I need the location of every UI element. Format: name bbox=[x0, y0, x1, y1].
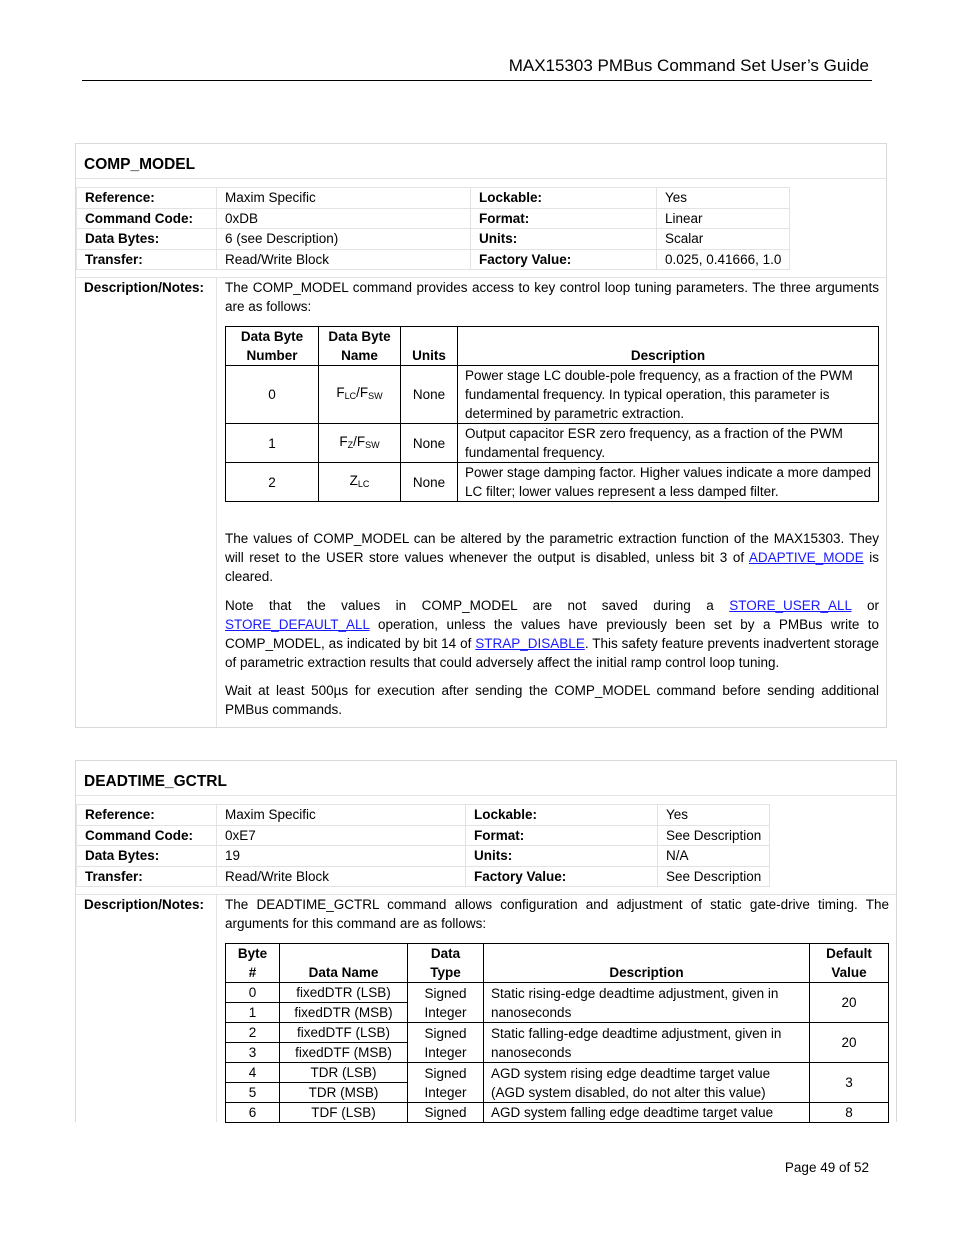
header-byte-number: Byte # bbox=[226, 944, 280, 983]
document-header-title: MAX15303 PMBus Command Set User’s Guide bbox=[508, 56, 869, 75]
table-row bbox=[226, 1063, 889, 1083]
byte-number: 2 bbox=[226, 463, 319, 502]
byte-description: AGD system falling edge deadtime target value bbox=[484, 1103, 810, 1123]
reference-value: Maxim Specific bbox=[217, 805, 466, 826]
units-value: Scalar bbox=[657, 229, 790, 250]
description-notes-label: Description/Notes: bbox=[84, 897, 205, 912]
factory-value-label: Factory Value: bbox=[471, 249, 657, 270]
data-type: Signed bbox=[408, 1103, 484, 1123]
description-intro: The COMP_MODEL command provides access to key control loop tuning parameters. The three arguments are as follows: bbox=[225, 280, 879, 314]
data-type: Signed Integer bbox=[408, 1023, 484, 1063]
data-type: Signed Integer bbox=[408, 1063, 484, 1103]
header-default-value: Default Value bbox=[810, 944, 889, 983]
byte-name: $F_Z/F_{SW}$ bbox=[319, 424, 401, 463]
adaptive-mode-link[interactable]: ADAPTIVE_MODE bbox=[748, 550, 864, 565]
description-intro: The DEADTIME_GCTRL command allows configuration and adjustment of static gate-drive timing. The arguments for this command are as follows: bbox=[225, 897, 889, 931]
reference-label: Reference: bbox=[77, 188, 217, 209]
format-value: See Description bbox=[658, 825, 770, 846]
table-row bbox=[226, 983, 889, 1003]
default-value: 8 bbox=[810, 1103, 889, 1123]
byte-number: 6 bbox=[226, 1103, 280, 1123]
data-name: TDR (LSB) bbox=[280, 1063, 408, 1083]
byte-description: Static rising-edge deadtime adjustment, given in nanoseconds bbox=[484, 983, 810, 1023]
description-notes-label: Description/Notes: bbox=[84, 280, 205, 295]
comp-model-section bbox=[75, 143, 887, 728]
store-default-all-link[interactable]: STORE_DEFAULT_ALL bbox=[225, 617, 370, 632]
lockable-value: Yes bbox=[658, 805, 770, 826]
strap-disable-link[interactable]: STRAP_DISABLE bbox=[475, 636, 585, 651]
header-description: Description bbox=[484, 944, 810, 983]
byte-number: 5 bbox=[226, 1083, 280, 1103]
data-bytes-value: 6 (see Description) bbox=[217, 229, 471, 250]
transfer-label: Transfer: bbox=[77, 249, 217, 270]
paragraph-parametric-extraction: The values of COMP_MODEL can be altered by the parametric extraction function of the MAX15303. They will reset to the USER store values whenever the output is disabled, unless bit 3 of ADAPTIVE_MODE is cleared. bbox=[225, 531, 879, 584]
byte-description: Static falling-edge deadtime adjustment, given in nanoseconds bbox=[484, 1023, 810, 1063]
data-name: fixedDTR (LSB) bbox=[280, 983, 408, 1003]
units-label: Units: bbox=[466, 846, 658, 867]
factory-value: See Description bbox=[658, 866, 770, 887]
lockable-label: Lockable: bbox=[466, 805, 658, 826]
byte-units: None bbox=[401, 366, 458, 424]
data-name: fixedDTR (MSB) bbox=[280, 1003, 408, 1023]
command-code-label: Command Code: bbox=[77, 208, 217, 229]
table-row bbox=[226, 366, 879, 424]
byte-description: Power stage damping factor. Higher values indicate a more damped LC filter; lower values represent a less damped filter. bbox=[458, 463, 879, 502]
data-name: fixedDTF (MSB) bbox=[280, 1043, 408, 1063]
format-label: Format: bbox=[466, 825, 658, 846]
units-label: Units: bbox=[471, 229, 657, 250]
header-units: Units bbox=[401, 327, 458, 366]
lockable-label: Lockable: bbox=[471, 188, 657, 209]
deadtime-arguments-table bbox=[225, 943, 889, 1123]
header-data-byte-number: Data Byte Number bbox=[226, 327, 319, 366]
deadtime-gctrl-section bbox=[75, 760, 897, 1122]
byte-number: 4 bbox=[226, 1063, 280, 1083]
table-row bbox=[226, 1023, 889, 1043]
command-properties-table bbox=[76, 804, 770, 887]
reference-label: Reference: bbox=[77, 805, 217, 826]
byte-description: Output capacitor ESR zero frequency, as a fraction of the PWM fundamental frequency. bbox=[458, 424, 879, 463]
header-rule bbox=[82, 80, 872, 81]
factory-value-label: Factory Value: bbox=[466, 866, 658, 887]
paragraph-wait-time: Wait at least 500µs for execution after sending the COMP_MODEL command before sending additional PMBus commands. bbox=[225, 683, 879, 717]
transfer-value: Read/Write Block bbox=[217, 866, 466, 887]
byte-name: $F_{LC}/F_{SW}$ bbox=[319, 366, 401, 424]
factory-value: 0.025, 0.41666, 1.0 bbox=[657, 249, 790, 270]
reference-value: Maxim Specific bbox=[217, 188, 471, 209]
header-data-byte-name: Data Byte Name bbox=[319, 327, 401, 366]
data-name: TDR (MSB) bbox=[280, 1083, 408, 1103]
command-properties-table bbox=[76, 187, 790, 270]
byte-name: $Z_{LC}$ bbox=[319, 463, 401, 502]
store-user-all-link[interactable]: STORE_USER_ALL bbox=[729, 598, 852, 613]
byte-description: Power stage LC double-pole frequency, as a fraction of the PWM fundamental frequency. In typical operation, this parameter is determined by parametric extraction. bbox=[458, 366, 879, 424]
transfer-label: Transfer: bbox=[77, 866, 217, 887]
units-value: N/A bbox=[658, 846, 770, 867]
byte-description: AGD system rising edge deadtime target value (AGD system disabled, do not alter this value) bbox=[484, 1063, 810, 1103]
command-code-value: 0xE7 bbox=[217, 825, 466, 846]
lockable-value: Yes bbox=[657, 188, 790, 209]
section-title: COMP_MODEL bbox=[84, 156, 196, 173]
byte-units: None bbox=[401, 463, 458, 502]
paragraph-store-note: Note that the values in COMP_MODEL are not saved during a STORE_USER_ALL or STORE_DEFAULT_ALL operation, unless the values have previously been set by a PMBus write to COMP_MODEL, as indicated by bit 14 of STRAP_DISABLE. This safety feature prevents inadvertent storage of parametric extraction results that could adversely affect the initial ramp control loop tuning. bbox=[225, 598, 879, 670]
section-title: DEADTIME_GCTRL bbox=[84, 773, 227, 790]
table-row bbox=[226, 463, 879, 502]
header-data-name: Data Name bbox=[280, 944, 408, 983]
table-row bbox=[226, 1103, 889, 1123]
default-value: 3 bbox=[810, 1063, 889, 1103]
format-value: Linear bbox=[657, 208, 790, 229]
data-bytes-value: 19 bbox=[217, 846, 466, 867]
data-bytes-label: Data Bytes: bbox=[77, 229, 217, 250]
data-type: Signed Integer bbox=[408, 983, 484, 1023]
header-data-type: Data Type bbox=[408, 944, 484, 983]
byte-number: 1 bbox=[226, 1003, 280, 1023]
command-code-label: Command Code: bbox=[77, 825, 217, 846]
format-label: Format: bbox=[471, 208, 657, 229]
transfer-value: Read/Write Block bbox=[217, 249, 471, 270]
data-name: TDF (LSB) bbox=[280, 1103, 408, 1123]
default-value: 20 bbox=[810, 1023, 889, 1063]
page-number: Page 49 of 52 bbox=[784, 1160, 869, 1175]
byte-number: 2 bbox=[226, 1023, 280, 1043]
byte-units: None bbox=[401, 424, 458, 463]
command-code-value: 0xDB bbox=[217, 208, 471, 229]
table-row bbox=[226, 424, 879, 463]
default-value: 20 bbox=[810, 983, 889, 1023]
byte-number: 1 bbox=[226, 424, 319, 463]
header-description: Description bbox=[458, 327, 879, 366]
byte-number: 0 bbox=[226, 366, 319, 424]
comp-model-arguments-table bbox=[225, 326, 879, 502]
data-bytes-label: Data Bytes: bbox=[77, 846, 217, 867]
byte-number: 0 bbox=[226, 983, 280, 1003]
byte-number: 3 bbox=[226, 1043, 280, 1063]
data-name: fixedDTF (LSB) bbox=[280, 1023, 408, 1043]
